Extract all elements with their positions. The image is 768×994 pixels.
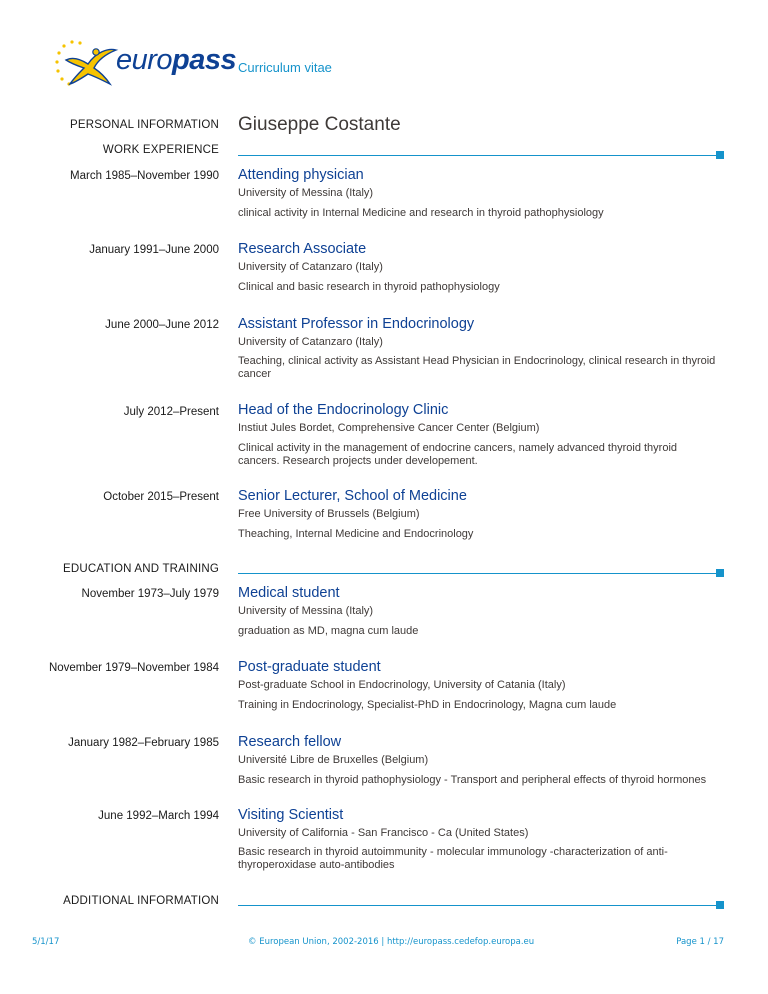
- logo-wordmark-pass: pass: [172, 44, 237, 76]
- work-entry-organization: University of Messina (Italy): [238, 187, 374, 199]
- education-entry-description: Basic research in thyroid autoimmunity - molecular immunology -characterization of anti-thyroperoxidase auto-antibodies: [238, 846, 668, 871]
- education-entry-title: Medical student: [238, 585, 340, 601]
- education-entry-dates: January 1982–February 1985: [68, 737, 219, 749]
- section-divider-square: [716, 151, 724, 159]
- work-entry-description: Clinical and basic research in thyroid pathophysiology: [238, 281, 500, 293]
- work-entry-description: Clinical activity in the management of endocrine cancers, namely advanced thyroid thyroid cancers. Research projects under developement.: [238, 442, 678, 467]
- work-entry-description: clinical activity in Internal Medicine and research in thyroid pathophysiology: [238, 207, 604, 219]
- work-entry-title: Research Associate: [238, 241, 367, 257]
- work-entry-title: Senior Lecturer, School of Medicine: [238, 488, 467, 504]
- section-divider: [238, 573, 716, 574]
- logo-wordmark: [116, 44, 236, 77]
- education-entry-description: graduation as MD, magna cum laude: [238, 625, 419, 637]
- work-entry-dates: October 2015–Present: [103, 491, 219, 503]
- footer-date: 5/1/17: [32, 937, 60, 947]
- education-entry-dates: November 1979–November 1984: [48, 662, 219, 674]
- footer-page-number: Page 1 / 17: [676, 937, 724, 947]
- education-entry-dates: November 1973–July 1979: [81, 588, 219, 600]
- education-entry-description: Training in Endocrinology, Specialist-PhD in Endocrinology, Magna cum laude: [238, 699, 617, 711]
- education-entry-description: Basic research in thyroid pathophysiology - Transport and peripheral effects of thyroid hormones: [238, 774, 707, 786]
- education-entry-title: Visiting Scientist: [238, 807, 344, 823]
- logo-wordmark-euro: euro: [116, 44, 173, 76]
- europass-logo: [52, 38, 252, 88]
- work-entry-organization: Instiut Jules Bordet, Comprehensive Cancer Center (Belgium): [238, 422, 540, 434]
- work-entry-dates: January 1991–June 2000: [89, 244, 219, 256]
- work-entry-organization: University of Catanzaro (Italy): [238, 261, 383, 273]
- education-entry-title: Research fellow: [238, 734, 342, 750]
- person-name: Giuseppe Costante: [238, 114, 401, 135]
- work-entry-dates: March 1985–November 1990: [70, 170, 219, 182]
- work-entry-description: Teaching, clinical activity as Assistant Head Physician in Endocrinology, clinical research in thyroid cancer: [238, 355, 716, 380]
- additional-information-label: ADDITIONAL INFORMATION: [63, 895, 219, 907]
- work-entry-description: Theaching, Internal Medicine and Endocrinology: [238, 528, 474, 540]
- work-entry-organization: Free University of Brussels (Belgium): [238, 508, 420, 520]
- education-training-label: EDUCATION AND TRAINING: [62, 563, 219, 575]
- education-entry-organization: Post-graduate School in Endocrinology, University of Catania (Italy): [238, 679, 566, 691]
- education-entry-organization: Université Libre de Bruxelles (Belgium): [238, 754, 429, 766]
- document-type: Curriculum vitae: [238, 60, 332, 75]
- personal-information-label: PERSONAL INFORMATION: [69, 119, 219, 131]
- section-divider: [238, 155, 716, 156]
- education-entry-title: Post-graduate student: [238, 659, 381, 675]
- europass-star-figure-icon: [52, 38, 124, 88]
- work-entry-title: Attending physician: [238, 167, 364, 183]
- work-entry-dates: June 2000–June 2012: [105, 319, 219, 331]
- section-divider-square: [716, 569, 724, 577]
- work-entry-dates: July 2012–Present: [123, 406, 219, 418]
- education-entry-organization: University of California - San Francisco - Ca (United States): [238, 827, 529, 839]
- work-entry-organization: University of Catanzaro (Italy): [238, 336, 383, 348]
- work-entry-title: Assistant Professor in Endocrinology: [238, 316, 475, 332]
- education-entry-organization: University of Messina (Italy): [238, 605, 374, 617]
- education-entry-dates: June 1992–March 1994: [98, 810, 219, 822]
- footer-copyright: © European Union, 2002-2016 | http://europass.cedefop.europa.eu: [248, 937, 535, 947]
- work-experience-label: WORK EXPERIENCE: [102, 144, 219, 156]
- section-divider: [238, 905, 716, 906]
- work-entry-title: Head of the Endocrinology Clinic: [238, 402, 449, 418]
- section-divider-square: [716, 901, 724, 909]
